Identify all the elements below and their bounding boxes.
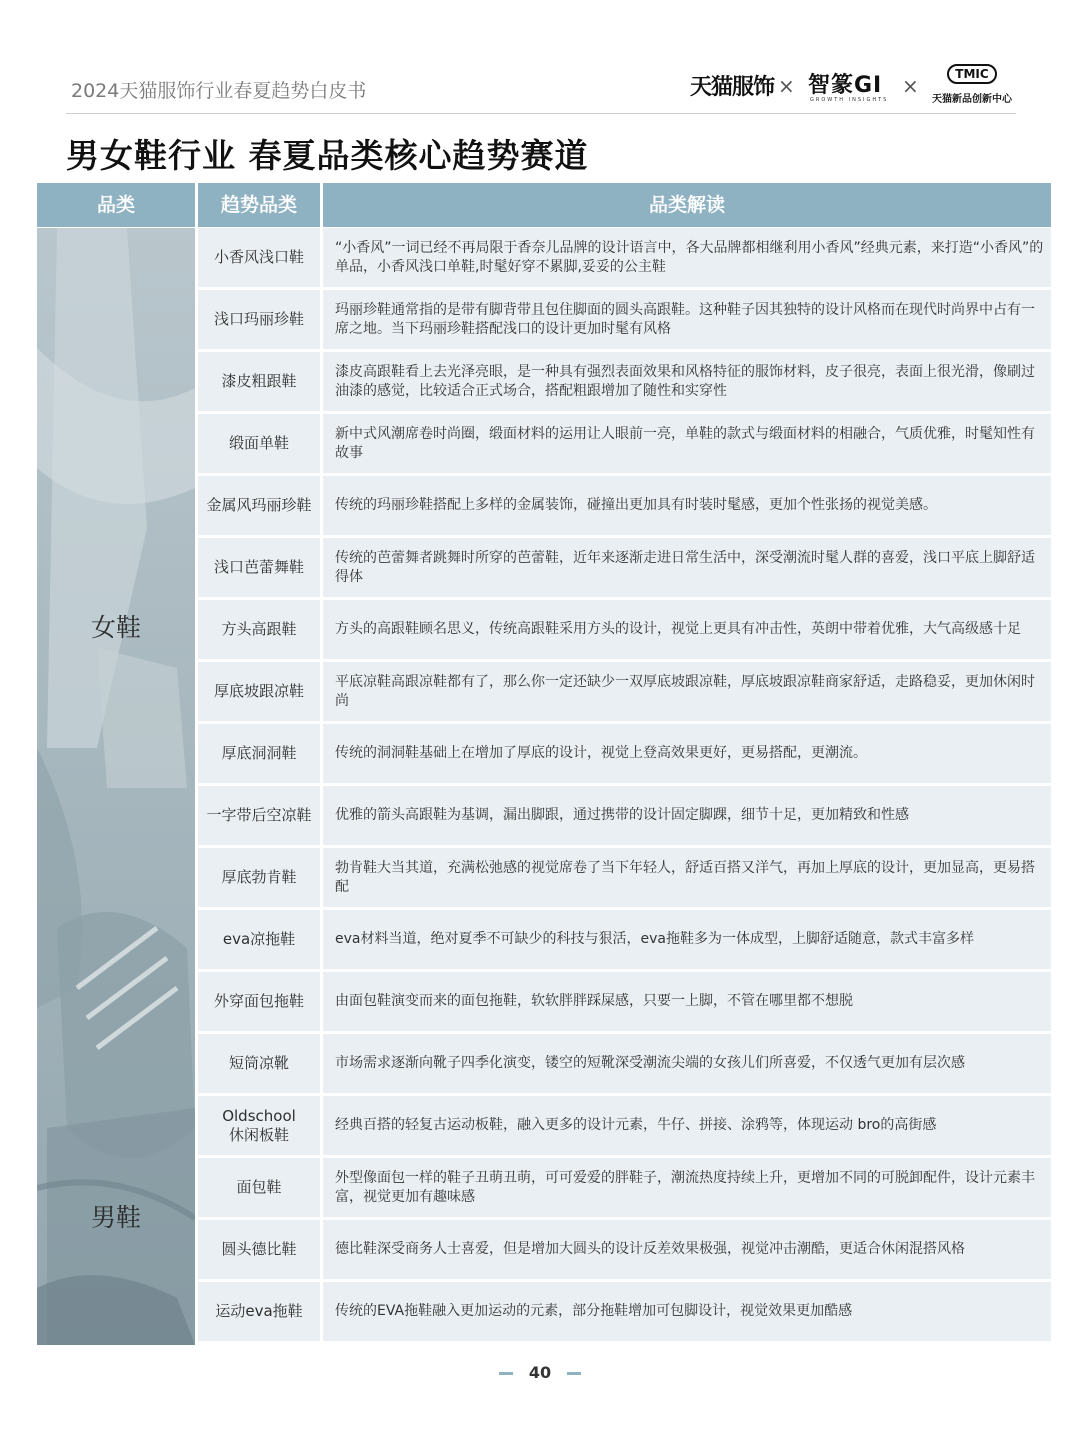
table-row bbox=[198, 414, 1051, 473]
logo-separator: × bbox=[902, 74, 919, 98]
trend-description-cell: 玛丽珍鞋通常指的是带有脚背带且包住脚面的圆头高跟鞋。这种鞋子因其独特的设计风格而在现代时尚界中占有一席之地。当下玛丽珍鞋搭配浅口的设计更加时髦有风格 bbox=[323, 290, 1051, 349]
table-row bbox=[198, 972, 1051, 1031]
table-row bbox=[198, 1158, 1051, 1217]
tmic-logo bbox=[924, 62, 1020, 105]
trend-category-cell: 缎面单鞋 bbox=[198, 414, 320, 473]
trend-description-cell: 传统的EVA拖鞋融入更加运动的元素，部分拖鞋增加可包脚设计，视觉效果更加酷感 bbox=[323, 1282, 1051, 1341]
trend-description-cell: 由面包鞋演变而来的面包拖鞋，软软胖胖踩屎感，只要一上脚，不管在哪里都不想脱 bbox=[323, 972, 1051, 1031]
category-label-mens-shoes: 男鞋 bbox=[90, 1203, 141, 1232]
partner-logos bbox=[690, 62, 1020, 112]
trend-description-cell: 方头的高跟鞋顾名思义，传统高跟鞋采用方头的设计，视觉上更具有冲击性，英朗中带着优雅，大气高级感十足 bbox=[323, 600, 1051, 659]
trend-category-cell: 浅口芭蕾舞鞋 bbox=[198, 538, 320, 597]
page-title: 男女鞋行业 春夏品类核心趋势赛道 bbox=[66, 136, 589, 175]
document-header bbox=[0, 0, 1080, 120]
trend-description-cell: 传统的玛丽珍鞋搭配上多样的金属装饰，碰撞出更加具有时装时髦感，更加个性张扬的视觉美感。 bbox=[323, 476, 1051, 535]
trend-description-cell: 平底凉鞋高跟凉鞋都有了，那么你一定还缺少一双厚底坡跟凉鞋，厚底坡跟凉鞋商家舒适，走路稳妥，更加休闲时尚 bbox=[323, 662, 1051, 721]
column-header-category: 品类 bbox=[96, 194, 135, 216]
trend-category-cell: 方头高跟鞋 bbox=[198, 600, 320, 659]
trend-description-cell: 德比鞋深受商务人士喜爱，但是增加大圆头的设计反差效果极强，视觉冲击潮酷，更适合休闲混搭风格 bbox=[323, 1220, 1051, 1279]
document-subtitle: 2024天猫服饰行业春夏趋势白皮书 bbox=[71, 80, 367, 102]
tmic-badge: TMIC bbox=[947, 64, 996, 84]
page-number bbox=[0, 1363, 1080, 1382]
trend-description-cell: “小香风”一词已经不再局限于香奈儿品牌的设计语言中，各大品牌都相继利用小香风”经典元素，来打造“小香风”的单品，小香风浅口单鞋,时髦好穿不累脚,妥妥的公主鞋 bbox=[323, 228, 1051, 287]
table-row bbox=[198, 538, 1051, 597]
page-number-dash bbox=[499, 1372, 513, 1375]
trend-description-cell: 漆皮高跟鞋看上去光泽亮眼，是一种具有强烈表面效果和风格特征的服饰材料，皮子很亮，表面上很光滑，像刷过油漆的感觉，比较适合正式场合，搭配粗跟增加了随性和实穿性 bbox=[323, 352, 1051, 411]
growth-insights-logo bbox=[808, 68, 888, 103]
trend-description-cell: 优雅的箭头高跟鞋为基调，漏出脚跟，通过携带的设计固定脚踝，细节十足，更加精致和性感 bbox=[323, 786, 1051, 845]
table-row bbox=[198, 662, 1051, 721]
column-header-trend: 趋势品类 bbox=[220, 194, 297, 216]
trend-description-cell: eva材料当道，绝对夏季不可缺少的科技与狠活，eva拖鞋多为一体成型，上脚舒适随意，款式丰富多样 bbox=[323, 910, 1051, 969]
trend-category-cell: Oldschool 休闲板鞋 bbox=[198, 1096, 320, 1155]
trend-category-cell: eva凉拖鞋 bbox=[198, 910, 320, 969]
trend-description-cell: 新中式风潮席卷时尚圈，缎面材料的运用让人眼前一亮，单鞋的款式与缎面材料的相融合，气质优雅，时髦知性有故事 bbox=[323, 414, 1051, 473]
trend-table bbox=[37, 183, 1051, 1345]
table-row bbox=[198, 600, 1051, 659]
table-row bbox=[198, 228, 1051, 287]
table-body bbox=[37, 228, 1051, 1345]
page-number-value: 40 bbox=[528, 1363, 552, 1382]
trend-description-cell: 外型像面包一样的鞋子丑萌丑萌，可可爱爱的胖鞋子，潮流热度持续上升，更增加不同的可脱卸配件，设计元素丰富，视觉更加有趣味感 bbox=[323, 1158, 1051, 1217]
table-row bbox=[198, 1034, 1051, 1093]
table-row bbox=[198, 1220, 1051, 1279]
table-row bbox=[198, 1096, 1051, 1155]
trend-description-cell: 传统的芭蕾舞者跳舞时所穿的芭蕾鞋，近年来逐渐走进日常生活中，深受潮流时髦人群的喜爱，浅口平底上脚舒适得体 bbox=[323, 538, 1051, 597]
column-header-description: 品类解读 bbox=[648, 194, 725, 216]
table-row bbox=[198, 724, 1051, 783]
table-row bbox=[198, 476, 1051, 535]
trend-description-cell: 勃肯鞋大当其道，充满松弛感的视觉席卷了当下年轻人，舒适百搭又洋气，再加上厚底的设计，更加显高，更易搭配 bbox=[323, 848, 1051, 907]
trend-category-cell: 面包鞋 bbox=[198, 1158, 320, 1217]
trend-description-cell: 市场需求逐渐向靴子四季化演变，镂空的短靴深受潮流尖端的女孩儿们所喜爱，不仅透气更加有层次感 bbox=[323, 1034, 1051, 1093]
gi-logo-subtext: GROWTH INSIGHTS bbox=[810, 97, 889, 103]
table-row bbox=[198, 848, 1051, 907]
trend-category-cell: 运动eva拖鞋 bbox=[198, 1282, 320, 1341]
trend-category-cell: 外穿面包拖鞋 bbox=[198, 972, 320, 1031]
table-row bbox=[198, 786, 1051, 845]
trend-description-cell: 经典百搭的轻复古运动板鞋，融入更多的设计元素，牛仔、拼接、涂鸦等，体现运动 bro的高街感 bbox=[323, 1096, 1051, 1155]
page-number-dash bbox=[567, 1372, 581, 1375]
table-header bbox=[37, 183, 1051, 227]
category-column bbox=[37, 228, 195, 1345]
trend-category-cell: 浅口玛丽珍鞋 bbox=[198, 290, 320, 349]
trend-category-cell: 一字带后空凉鞋 bbox=[198, 786, 320, 845]
category-label-womens-shoes: 女鞋 bbox=[90, 613, 141, 642]
logo-separator: × bbox=[778, 74, 795, 98]
table-row bbox=[198, 290, 1051, 349]
trend-category-cell: 圆头德比鞋 bbox=[198, 1220, 320, 1279]
gi-logo-text: 智篆GI bbox=[808, 73, 883, 98]
trend-category-cell: 厚底坡跟凉鞋 bbox=[198, 662, 320, 721]
trend-category-cell: 厚底勃肯鞋 bbox=[198, 848, 320, 907]
trend-category-cell: 金属风玛丽珍鞋 bbox=[198, 476, 320, 535]
trend-category-cell: 短筒凉靴 bbox=[198, 1034, 320, 1093]
header-divider bbox=[66, 113, 1016, 114]
table-row bbox=[198, 352, 1051, 411]
tmic-text: 天猫新品创新中心 bbox=[932, 94, 1012, 105]
trend-category-cell: 厚底洞洞鞋 bbox=[198, 724, 320, 783]
trend-category-cell: 小香风浅口鞋 bbox=[198, 228, 320, 287]
table-row bbox=[198, 1282, 1051, 1341]
trend-category-cell: 漆皮粗跟鞋 bbox=[198, 352, 320, 411]
shoe-photo-background bbox=[37, 228, 195, 1345]
table-row bbox=[198, 910, 1051, 969]
tmall-fashion-logo: 天猫服饰 bbox=[690, 75, 775, 100]
trend-description-cell: 传统的洞洞鞋基础上在增加了厚底的设计，视觉上登高效果更好，更易搭配，更潮流。 bbox=[323, 724, 1051, 783]
